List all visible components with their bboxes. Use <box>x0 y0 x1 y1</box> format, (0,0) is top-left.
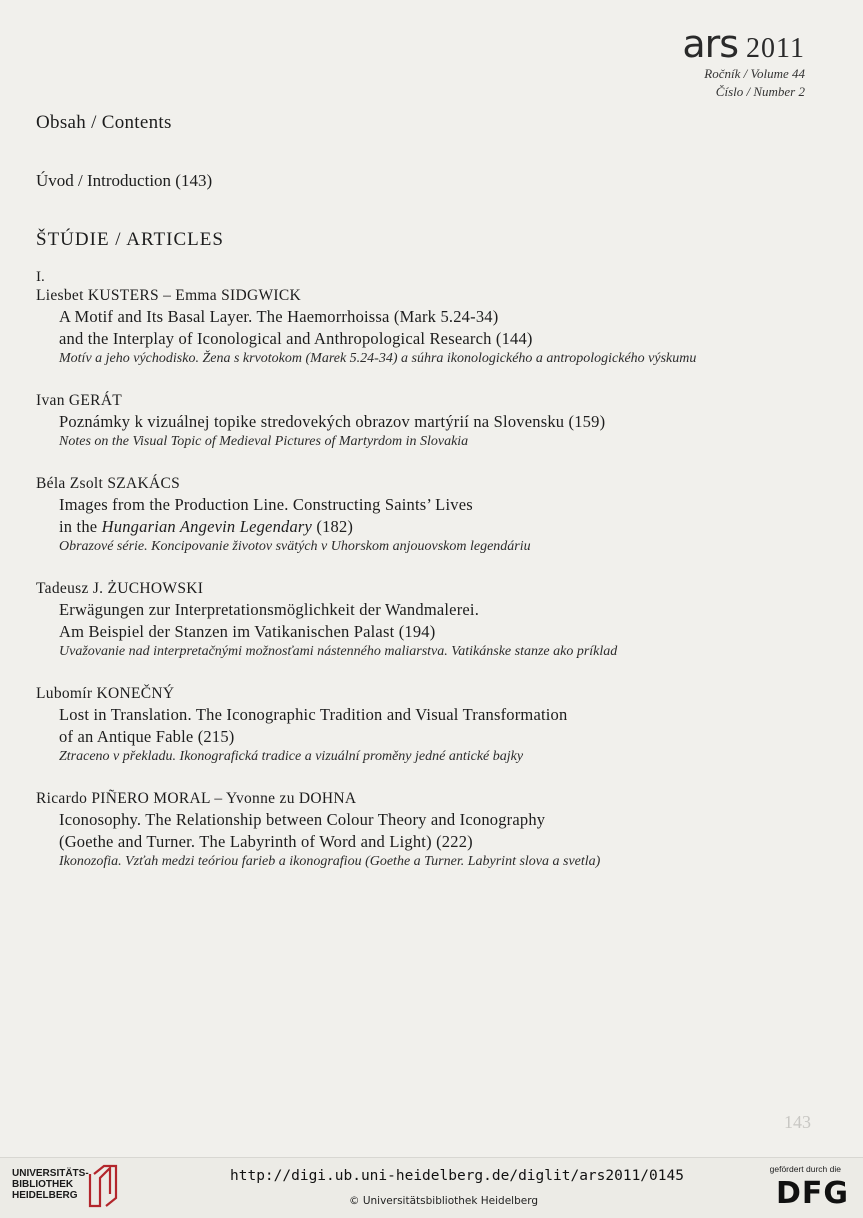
entry-translated-title: Obrazové série. Koncipovanie životov svätých v Uhorskom anjouovskom legendáriu <box>59 539 531 554</box>
entry-authors: Ivan GERÁT <box>36 392 123 409</box>
library-name-line: BIBLIOTHEK <box>12 1179 74 1190</box>
entry-translated-title: Motív a jeho východisko. Žena s krvotokom (Marek 5.24-34) a súhra ikonologického a antropologického výskumu <box>59 351 697 366</box>
entry-authors: Béla Zsolt SZAKÁCS <box>36 475 181 492</box>
entry-title-line <box>36 516 826 538</box>
toc-entry <box>36 391 826 451</box>
entry-title-line: Images from the Production Line. Constructing Saints’ Lives <box>59 495 473 514</box>
contents-heading: Obsah / Contents <box>36 112 172 133</box>
page-number: 143 <box>784 1112 811 1132</box>
journal-masthead <box>682 22 805 101</box>
permalink-url[interactable]: http://digi.ub.uni-heidelberg.de/diglit/ars2011/0145 <box>230 1168 684 1184</box>
library-logo-icon <box>88 1164 118 1208</box>
entry-title-line: Poznámky k vizuálnej topike stredovekých obrazov martýrií na Slovensku (159) <box>59 412 606 431</box>
title-suffix: (182) <box>312 517 354 536</box>
toc-entry <box>36 684 826 766</box>
entry-title-line: Lost in Translation. The Iconographic Tradition and Visual Transformation <box>59 705 568 724</box>
toc-entry <box>36 579 826 661</box>
entry-title-line: of an Antique Fable (215) <box>59 727 235 746</box>
entry-title-line: Iconosophy. The Relationship between Colour Theory and Iconography <box>59 810 546 829</box>
journal-year: 2011 <box>746 33 805 64</box>
entry-title-line: A Motif and Its Basal Layer. The Haemorrhoissa (Mark 5.24-34) <box>59 307 499 326</box>
entry-authors: Ricardo PIÑERO MORAL – Yvonne zu DOHNA <box>36 790 357 807</box>
entry-translated-title: Notes on the Visual Topic of Medieval Pictures of Martyrdom in Slovakia <box>59 434 469 449</box>
toc-entry <box>36 789 826 871</box>
section-heading: ŠTÚDIE / ARTICLES <box>36 229 224 250</box>
library-name-line: UNIVERSITÄTS- <box>12 1168 89 1179</box>
part-number: I. <box>36 269 45 285</box>
table-of-contents <box>36 112 826 894</box>
entry-authors: Liesbet KUSTERS – Emma SIDGWICK <box>36 287 302 304</box>
entry-authors: Tadeusz J. ŻUCHOWSKI <box>36 580 204 597</box>
digitization-footer <box>0 1157 863 1218</box>
title-prefix: in the <box>59 517 102 536</box>
dfg-logo: DFG <box>775 1176 849 1211</box>
entry-title-line: Am Beispiel der Stanzen im Vatikanischen Palast (194) <box>59 622 436 641</box>
intro-entry: Úvod / Introduction (143) <box>36 171 213 190</box>
library-name <box>12 1168 89 1201</box>
funding-note: gefördert durch die <box>769 1164 841 1174</box>
number-label: Číslo / Number 2 <box>715 84 805 99</box>
toc-entry <box>36 286 826 368</box>
entry-title-line: Erwägungen zur Interpretationsmöglichkeit der Wandmalerei. <box>59 600 480 619</box>
entry-authors: Lubomír KONEČNÝ <box>36 685 175 702</box>
entry-translated-title: Ikonozofia. Vzťah medzi teóriou farieb a ikonografiou (Goethe a Turner. Labyrint slova a svetla) <box>59 854 601 869</box>
journal-title <box>682 22 805 66</box>
journal-name: ars <box>682 22 739 66</box>
entry-title-line: and the Interplay of Iconological and Anthropological Research (144) <box>59 329 533 348</box>
entry-translated-title: Ztraceno v překladu. Ikonografická tradice a vizuální proměny jedné antické bajky <box>59 749 524 764</box>
library-name-line: HEIDELBERG <box>12 1190 78 1201</box>
entry-title-line: (Goethe and Turner. The Labyrinth of Word and Light) (222) <box>59 832 473 851</box>
volume-label: Ročník / Volume 44 <box>704 66 805 81</box>
title-italic-part: Hungarian Angevin Legendary <box>101 517 313 536</box>
entry-translated-title: Uvažovanie nad interpretačnými možnosťami nástenného maliarstva. Vatikánske stanze ako príklad <box>59 644 618 659</box>
copyright-notice: © Universitätsbibliothek Heidelberg <box>349 1195 539 1207</box>
toc-entry <box>36 474 826 556</box>
